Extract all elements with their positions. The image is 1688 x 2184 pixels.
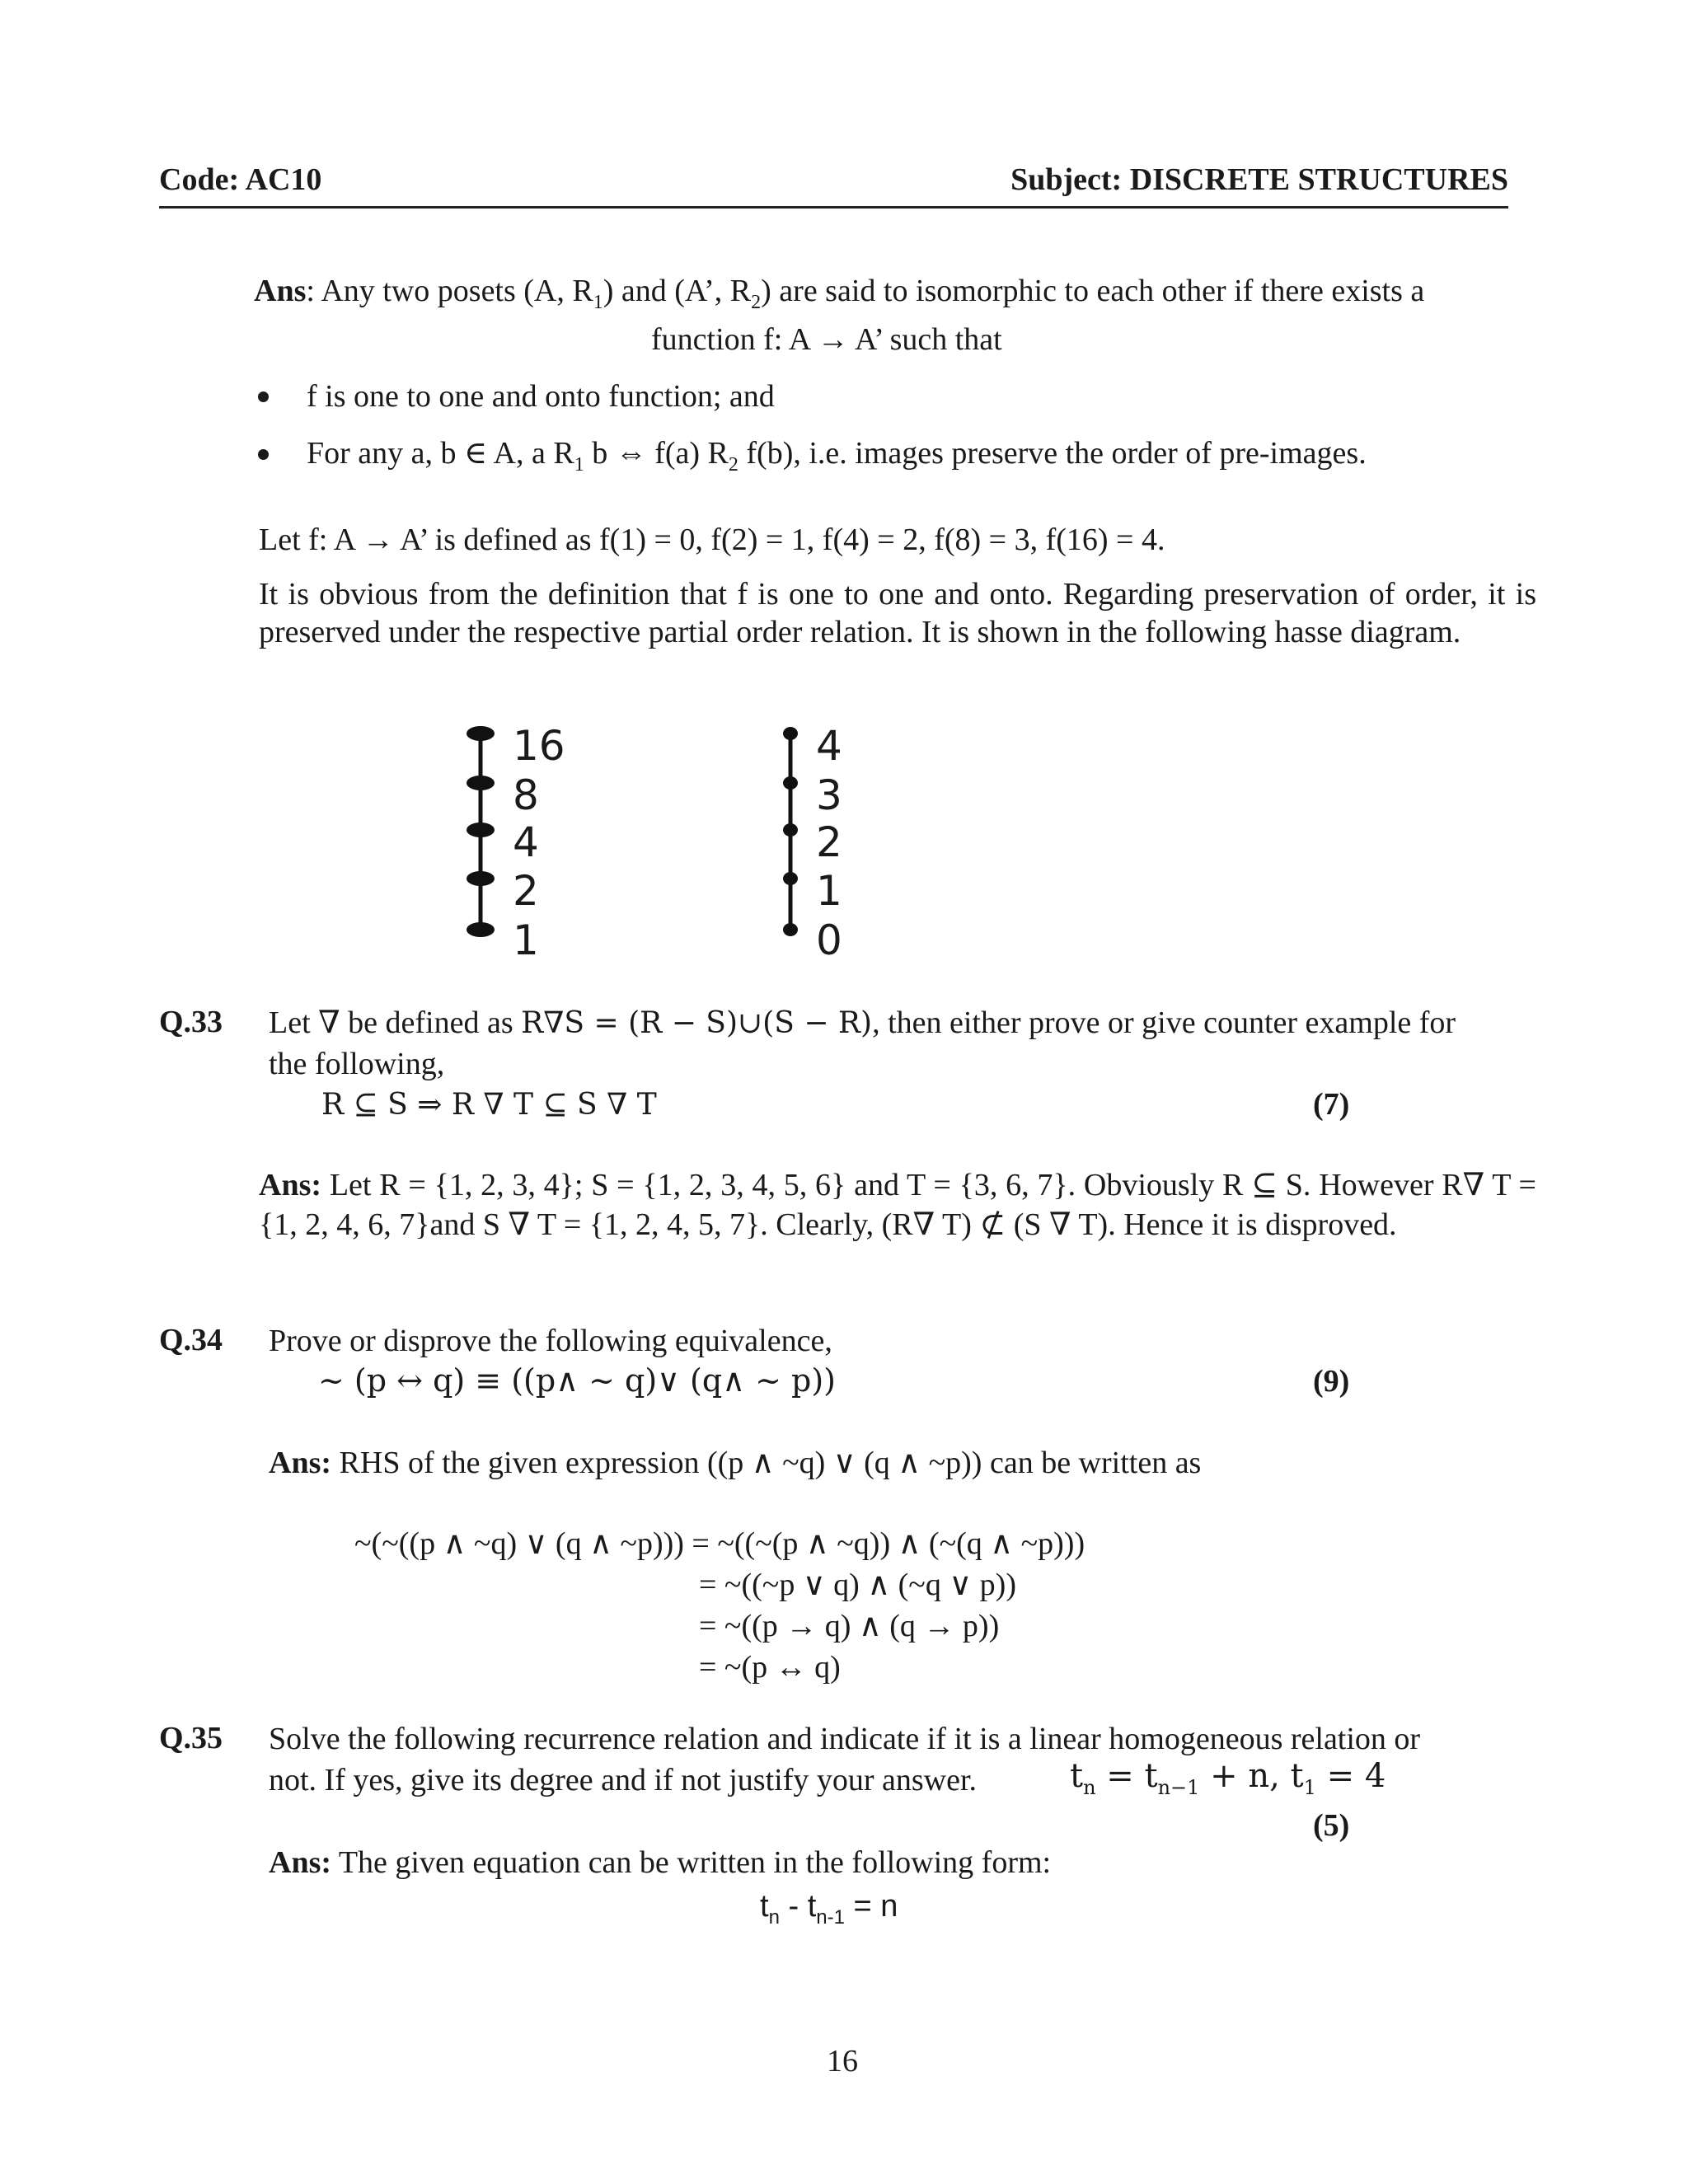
ans-label: Ans: (269, 1845, 332, 1880)
subscript: n-1 (816, 1906, 845, 1929)
header-subject: Subject: DISCRETE STRUCTURES (1010, 162, 1508, 197)
hasse-right-label: 0 (816, 916, 842, 964)
q32-bullet1: f is one to one and onto function; and (307, 379, 775, 414)
subscript: n (1083, 1776, 1096, 1799)
q34-step: = ~(p ↔ q) (699, 1650, 841, 1685)
marks: (7) (1313, 1087, 1350, 1122)
subscript: 1 (593, 292, 603, 313)
q33-formula: R ⊆ S ⇒ R ∇ T ⊆ S ∇ T (321, 1088, 657, 1122)
page-number: 16 (827, 2044, 858, 2079)
bullet-icon (258, 449, 269, 460)
q35-equation (1070, 1757, 1386, 1799)
text: For any a, b ∈ A, a R (307, 436, 574, 471)
q32-bullet2 (307, 434, 1367, 476)
header-code: Code: AC10 (159, 162, 322, 197)
text: : Any two posets (A, R (306, 274, 593, 308)
q32-intro-line1 (254, 272, 1425, 313)
hasse-right-label: 3 (816, 771, 842, 819)
hasse-right-label: 4 (816, 722, 842, 770)
text: + n, t (1199, 1757, 1304, 1795)
marks: (5) (1313, 1808, 1350, 1843)
text: RHS of the given expression ((p ∧ ~q) ∨ (q ∧ ~p)) can be written as (331, 1446, 1202, 1480)
ans-label: Ans: (269, 1446, 332, 1480)
hasse-left-label: 2 (513, 867, 539, 915)
hasse-left-label: 8 (513, 771, 539, 819)
text: Let ∇ be defined as (269, 1005, 522, 1040)
text: = n (844, 1889, 898, 1924)
text: ) and (A’, R (603, 274, 752, 308)
ans-label: Ans: (259, 1168, 322, 1202)
text: - t (779, 1889, 817, 1924)
bullet-icon (258, 391, 269, 402)
q34-step: ~(~((p ∧ ~q) ∨ (q ∧ ~p))) = ~((~(p ∧ ~q)) ∧ (~(q ∧ ~p))) (354, 1526, 1085, 1561)
text: Let R = {1, 2, 3, 4}; S = {1, 2, 3, 4, 5, 6} and T = {3, 6, 7}. Obviously R ⊆ S. However R∇ T = {1, 2, 4, 6, 7}and S ∇ T = {1, 2, 4, 5, 7}. Clearly, (R∇ T) ⊄ (S ∇ T). Hence it is disproved. (259, 1168, 1536, 1242)
q34-step: = ~((p → q) ∧ (q → p)) (699, 1609, 1000, 1643)
hasse-right-label: 1 (816, 867, 842, 915)
q34-answer (269, 1444, 1201, 1482)
hasse-left-label: 4 (513, 818, 539, 866)
hasse-left-label: 1 (513, 916, 539, 964)
text: b ⇔ f(a) R (584, 436, 729, 471)
text: t (760, 1889, 769, 1924)
right-chain (783, 727, 798, 936)
subscript: 2 (751, 292, 762, 313)
ans-label: Ans (254, 274, 307, 308)
q33-answer (259, 1165, 1536, 1244)
text: = t (1095, 1757, 1158, 1795)
q32-definition: Let f: A → A’ is defined as f(1) = 0, f(2) = 1, f(4) = 2, f(8) = 3, f(16) = 4. (259, 523, 1165, 557)
q34-step: = ~((~p ∨ q) ∧ (~q ∨ p)) (699, 1568, 1016, 1602)
q33-line2: the following, (269, 1047, 445, 1081)
text: The given equation can be written in the following form: (331, 1845, 1052, 1880)
text: t (1070, 1757, 1084, 1795)
question-number: Q.33 (159, 1005, 223, 1039)
text: ) are said to isomorphic to each other if there exists a (761, 274, 1425, 308)
hasse-diagram (445, 717, 874, 964)
text: , then either prove or give counter example for (872, 1005, 1456, 1040)
left-chain (467, 726, 495, 937)
q34-line1: Prove or disprove the following equivalence, (269, 1324, 832, 1358)
subscript: 2 (728, 454, 738, 476)
marks: (9) (1313, 1364, 1350, 1399)
formula: R∇S = (R − S)∪(S − R) (521, 1006, 873, 1040)
hasse-right-label: 2 (816, 818, 842, 866)
q35-answer (269, 1844, 1051, 1882)
question-number: Q.34 (159, 1323, 223, 1357)
text: f(b), i.e. images preserve the order of pre-images. (738, 436, 1367, 471)
header-rule (159, 206, 1508, 209)
subscript: n−1 (1157, 1776, 1200, 1799)
question-number: Q.35 (159, 1721, 223, 1755)
q35-form (760, 1887, 898, 1929)
q35-line2: not. If yes, give its degree and if not justify your answer. (269, 1763, 978, 1797)
subscript: 1 (1303, 1776, 1316, 1799)
subscript: n (768, 1906, 780, 1929)
q33-line1 (269, 1004, 1456, 1043)
q35-line1: Solve the following recurrence relation and indicate if it is a linear homogeneous relation or (269, 1722, 1421, 1756)
subscript: 1 (574, 454, 584, 476)
q32-intro-line2: function f: A → A’ such that (651, 322, 1002, 357)
q32-paragraph: It is obvious from the definition that f is one to one and onto. Regarding preservation of order, it is preserved under the respective partial order relation. It is shown in the following hasse diagram. (259, 577, 1536, 649)
q34-formula: ~ (p ↔ q) ≡ ((p∧ ~ q)∨ (q∧ ~ p)) (318, 1362, 836, 1399)
hasse-left-label: 16 (513, 722, 565, 770)
text: = 4 (1315, 1757, 1386, 1795)
